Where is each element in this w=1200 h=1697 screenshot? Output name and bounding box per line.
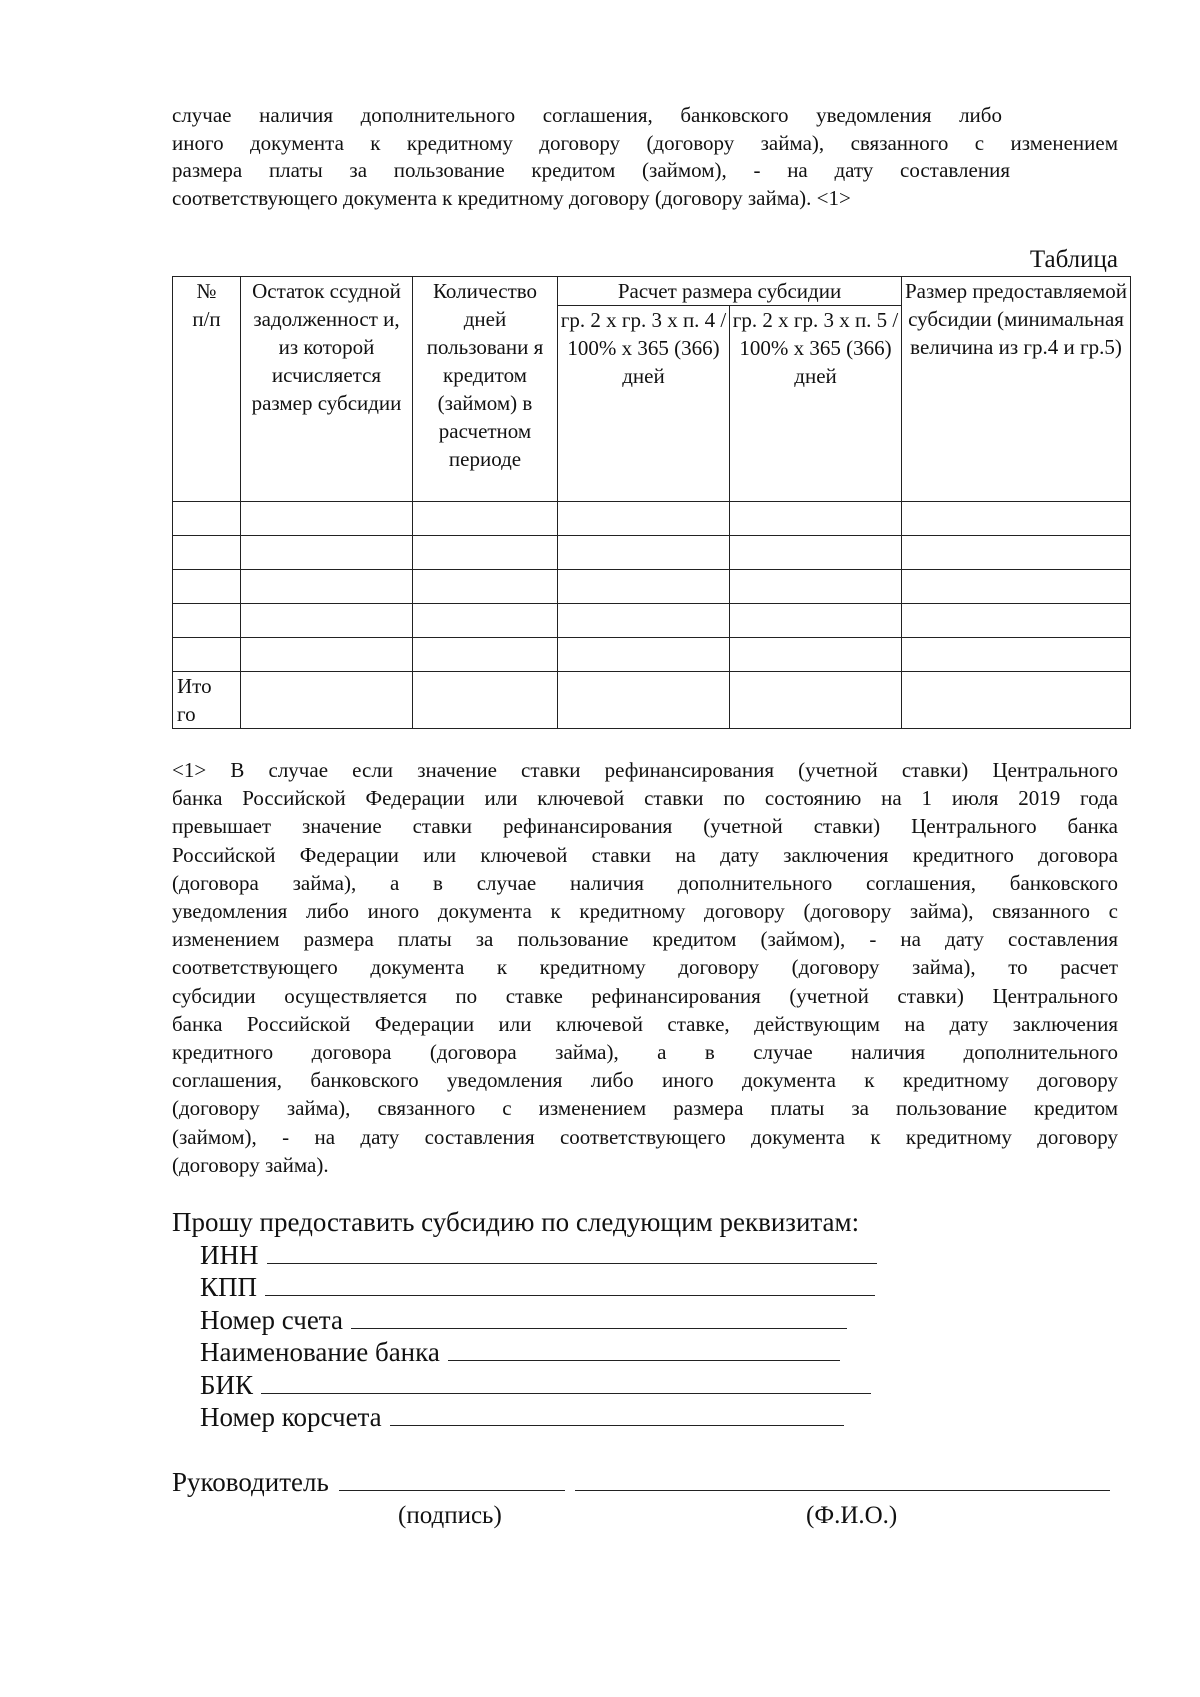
table-cell[interactable] <box>413 570 558 604</box>
table-cell[interactable] <box>558 672 730 729</box>
intro-line: размера платы за пользование кредитом (займом), - на дату составления <box>172 158 1010 182</box>
table-cell[interactable] <box>413 604 558 638</box>
table-row <box>173 638 1131 672</box>
subsidy-calculation-table <box>172 276 1131 729</box>
table-cell[interactable] <box>730 570 902 604</box>
intro-line: иного документа к кредитному договору (договору займа), связанного с изменением <box>172 130 1118 155</box>
table-cell[interactable] <box>413 672 558 729</box>
footnote-line: кредитного договора (договора займа), а в случае наличия дополнительного <box>172 1040 1118 1065</box>
bik-label: БИК <box>200 1369 254 1400</box>
footnote-line: (займом), - на дату составления соответствующего документа к кредитному договору <box>172 1124 1118 1149</box>
signature-block <box>172 1466 1122 1498</box>
kpp-input-line[interactable] <box>265 1271 875 1296</box>
bank-name-field <box>200 1336 1072 1369</box>
footnote-line: банка Российской Федерации или ключевой ставки по состоянию на 1 июля 2019 года <box>172 786 1118 811</box>
header-number-sign: № <box>196 279 217 303</box>
table-cell[interactable] <box>902 672 1131 729</box>
footnote-line: (договору займа). <box>172 1152 329 1177</box>
table-cell[interactable] <box>558 502 730 536</box>
table-row <box>173 502 1131 536</box>
footnote-line: <1> В случае если значение ставки рефинансирования (учетной ставки) Центрального <box>172 758 1118 782</box>
footnote-line: превышает значение ставки рефинансирования (учетной ставки) Центрального банка <box>172 814 1118 839</box>
table-row <box>173 604 1131 638</box>
table-cell[interactable] <box>173 536 241 570</box>
account-number-input-line[interactable] <box>351 1304 847 1329</box>
table-cell[interactable] <box>241 604 413 638</box>
footnote-line: банка Российской Федерации или ключевой ставке, действующим на дату заключения <box>172 1011 1118 1036</box>
footnote-line: соответствующего документа к кредитному договору (договору займа), то расчет <box>172 955 1118 980</box>
bank-name-input-line[interactable] <box>448 1336 840 1361</box>
table-cell[interactable] <box>413 638 558 672</box>
header-subsidy-size: Размер предоставляемой субсидии (минимальная величина из гр.4 и гр.5) <box>902 277 1131 502</box>
table-cell[interactable] <box>730 638 902 672</box>
table-cell[interactable] <box>730 502 902 536</box>
table-cell[interactable] <box>902 502 1131 536</box>
footnote-line: изменением размера платы за пользование кредитом (займом), - на дату составления <box>172 927 1118 952</box>
header-loan-balance: Остаток ссудной задолженност и, из которой исчисляется размер субсидии <box>241 277 413 502</box>
table-cell[interactable] <box>902 570 1131 604</box>
intro-line: соответствующего документа к кредитному договору (договору займа). <1> <box>172 185 851 210</box>
footnote-line: соглашения, банковского уведомления либо иного документа к кредитному договору <box>172 1068 1118 1093</box>
correspondent-account-field <box>200 1401 1072 1434</box>
header-row-number <box>173 277 241 502</box>
table-cell[interactable] <box>902 638 1131 672</box>
table-cell[interactable] <box>241 502 413 536</box>
table-cell[interactable] <box>241 672 413 729</box>
inn-field <box>200 1239 1072 1272</box>
footnote-line: субсидии осуществляется по ставке рефинансирования (учетной ставки) Центрального <box>172 983 1118 1008</box>
table-cell[interactable] <box>413 502 558 536</box>
table-cell[interactable] <box>558 604 730 638</box>
footnote-paragraph <box>172 756 1118 1179</box>
table-cell[interactable] <box>413 536 558 570</box>
correspondent-account-label: Номер корсчета <box>200 1402 382 1432</box>
footnote-line: (договору займа), связанного с изменением размера платы за пользование кредитом <box>172 1096 1118 1121</box>
full-name-caption: (Ф.И.О.) <box>806 1502 898 1529</box>
account-number-field <box>200 1304 1072 1337</box>
inn-label: ИНН <box>200 1239 259 1270</box>
table-cell[interactable] <box>173 570 241 604</box>
intro-paragraph <box>172 102 1118 212</box>
table-cell[interactable] <box>173 502 241 536</box>
inn-input-line[interactable] <box>267 1239 877 1264</box>
bank-name-label: Наименование банка <box>200 1337 440 1367</box>
footnote-line: Российской Федерации или ключевой ставки на дату заключения кредитного договора <box>172 842 1118 867</box>
table-cell[interactable] <box>730 536 902 570</box>
kpp-label: КПП <box>200 1272 258 1302</box>
intro-line: случае наличия дополнительного соглашения, банковского уведомления либо <box>172 103 1002 127</box>
total-row <box>173 672 1131 729</box>
table-cell[interactable] <box>241 570 413 604</box>
footnote-line: (договора займа), а в случае наличия дополнительного соглашения, банковского <box>172 870 1118 895</box>
full-name-input-line[interactable] <box>575 1466 1110 1491</box>
total-label-text: Итого <box>177 674 212 726</box>
bik-input-line[interactable] <box>261 1369 871 1394</box>
table-cell[interactable] <box>173 604 241 638</box>
header-subsidy-calculation: Расчет размера субсидии <box>558 277 902 306</box>
table-cell[interactable] <box>173 638 241 672</box>
bik-field <box>200 1369 1072 1402</box>
total-label <box>173 672 241 729</box>
table-caption: Таблица <box>1029 246 1118 273</box>
header-calc-column-4: гр. 2 x гр. 3 x п. 4 / 100% x 365 (366) дней <box>558 306 730 502</box>
kpp-field <box>200 1271 1072 1304</box>
table-cell[interactable] <box>902 604 1131 638</box>
table-cell[interactable] <box>730 604 902 638</box>
requisites-title: Прошу предоставить субсидию по следующим реквизитам: <box>172 1207 860 1237</box>
table-cell[interactable] <box>558 536 730 570</box>
requisites-block <box>172 1206 1072 1434</box>
table-cell[interactable] <box>730 672 902 729</box>
header-number-abbr: п/п <box>192 307 221 331</box>
footnote-line: уведомления либо иного документа к кредитному договору (договору займа), связанного с <box>172 899 1118 924</box>
table-row <box>173 536 1131 570</box>
account-number-label: Номер счета <box>200 1304 343 1335</box>
correspondent-account-input-line[interactable] <box>390 1401 844 1426</box>
header-calc-column-5: гр. 2 x гр. 3 x п. 5 / 100% x 365 (366) дней <box>730 306 902 502</box>
signature-input-line[interactable] <box>339 1466 565 1491</box>
signature-caption: (подпись) <box>398 1502 502 1529</box>
table-cell[interactable] <box>558 570 730 604</box>
table-row <box>173 570 1131 604</box>
table-cell[interactable] <box>241 536 413 570</box>
director-label: Руководитель <box>172 1467 329 1497</box>
table-cell[interactable] <box>902 536 1131 570</box>
table-cell[interactable] <box>558 638 730 672</box>
header-days-count: Количество дней пользовани я кредитом (займом) в расчетном периоде <box>413 277 558 502</box>
table-cell[interactable] <box>241 638 413 672</box>
